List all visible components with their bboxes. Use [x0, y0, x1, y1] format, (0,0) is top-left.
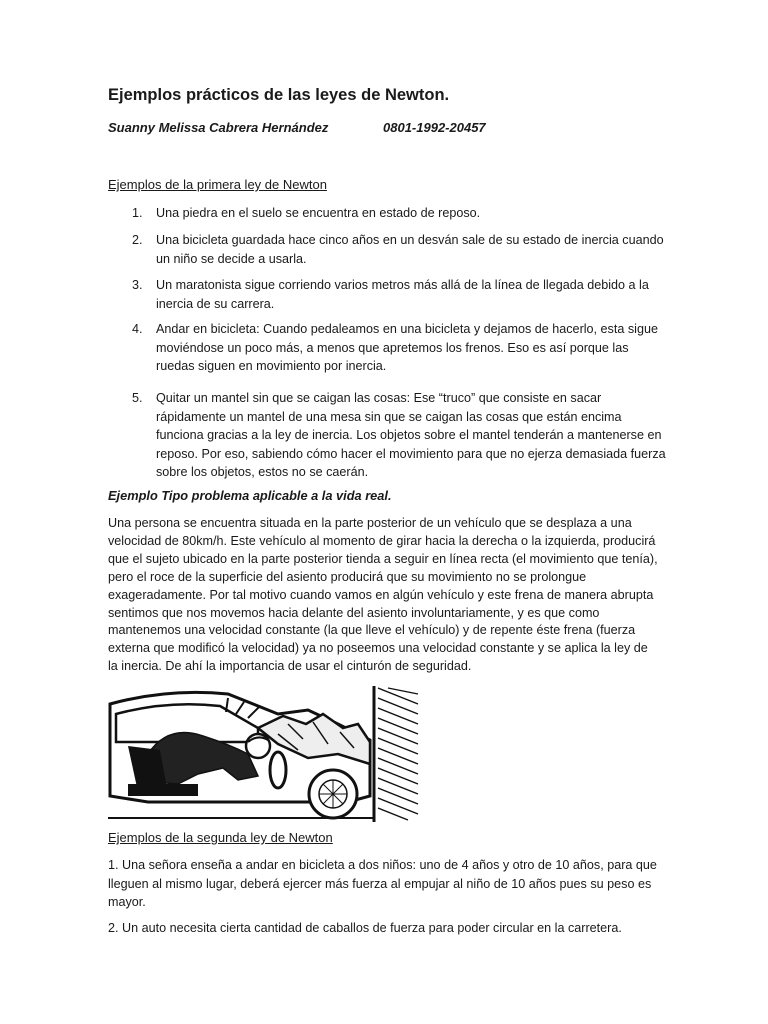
author-id: 0801-1992-20457	[383, 120, 486, 135]
item-text: Quitar un mantel sin que se caigan las cosas: Ese “truco” que consiste en sacar rápidamente un mantel de una mesa sin que se caigan las cosas que están encima funciona gracias a la ley de inercia. Los objetos sobre el mantel tenderán a mantenerse en reposo. Por eso, sabiendo cómo hacer el movimiento para que no ejerza demasiada fuerza sobre los objetos, estos no se caerán.	[156, 391, 666, 480]
author-line	[108, 120, 486, 135]
car-crash-illustration	[108, 684, 420, 822]
item-number: 1.	[132, 206, 143, 220]
first-law-heading: Ejemplos de la primera ley de Newton	[108, 177, 327, 192]
item-number: 4.	[132, 322, 143, 336]
item-text: Andar en bicicleta: Cuando pedaleamos en una bicicleta y dejamos de hacerlo, esta sigue moviéndose un poco más, a menos que apretemos los frenos. Eso es así porque las ruedas siguen en movimiento por inercia.	[156, 322, 658, 374]
item-number: 5.	[132, 391, 143, 405]
list-item: 2. Un auto necesita cierta cantidad de caballos de fuerza para poder circular en la carretera.	[108, 921, 622, 935]
example-paragraph: Una persona se encuentra situada en la parte posterior de un vehículo que se desplaza a una velocidad de 80km/h. Este vehículo al momento de girar hacia la derecha o la izquierda, producirá que el sujeto ubicado en la parte posterior tienda a seguir en línea recta (el movimiento que tenía), pero el roce de la superficie del asiento producirá que su movimiento no se prolongue exageradamente. Por tal motivo cuando vamos en algún vehículo y este frena de manera abrupta sentimos que nos movemos hacia delante del asiento involuntariamente, y es que como mantenemos una velocidad constante (la que lleve el vehículo) y de repente éste frena (fuerza externa que modificó la velocidad) ya no poseemos una velocidad constante y se aplica la ley de la inercia. De ahí la importancia de usar el cinturón de seguridad.	[108, 516, 658, 674]
author-name: Suanny Melissa Cabrera Hernández	[108, 120, 329, 135]
item-number: 2.	[132, 233, 143, 247]
item-text: Una bicicleta guardada hace cinco años en un desván sale de su estado de inercia cuando un niño se decide a usarla.	[156, 233, 664, 266]
item-text: Un maratonista sigue corriendo varios metros más allá de la línea de llegada debido a la inercia de su carrera.	[156, 278, 649, 311]
document-title: Ejemplos prácticos de las leyes de Newton.	[108, 86, 450, 104]
example-heading: Ejemplo Tipo problema aplicable a la vida real.	[108, 488, 392, 503]
item-number: 3.	[132, 278, 143, 292]
list-item: 1. Una señora enseña a andar en bicicleta a dos niños: uno de 4 años y otro de 10 años, para que lleguen al mismo lugar, deberá ejercer más fuerza al empujar al niño de 10 años pues su peso es mayor.	[108, 858, 657, 910]
item-text: Una piedra en el suelo se encuentra en estado de reposo.	[156, 206, 481, 220]
second-law-heading: Ejemplos de la segunda ley de Newton	[108, 830, 333, 845]
